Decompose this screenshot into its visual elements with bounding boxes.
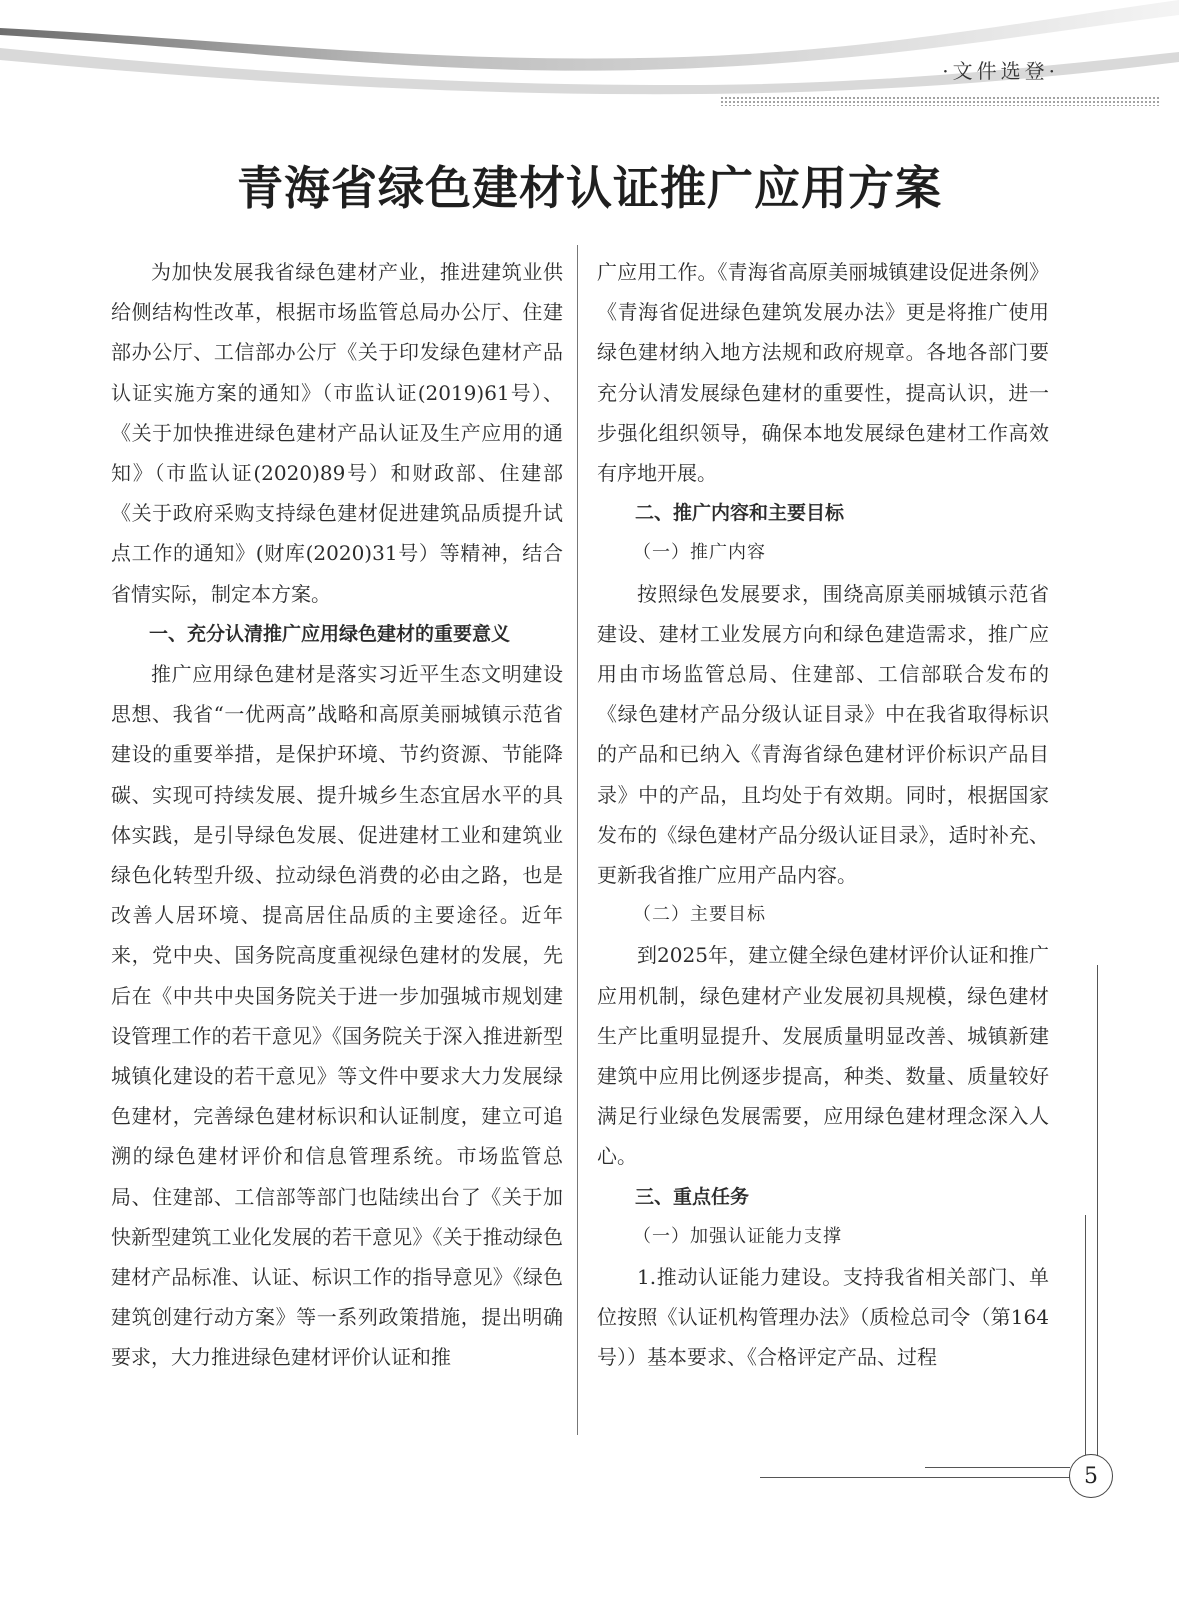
significance-paragraph: 推广应用绿色建材是落实习近平生态文明建设思想、我省“一优两高”战略和高原美丽城镇示范省建设的重要举措，是保护环境、节约资源、节能降碳、实现可持续发展、提升城乡生态宜居水平的具体实践，是引导绿色发展、促进建材工业和建筑业绿色化转型升级、拉动绿色消费的必由之路，也是改善人居环境、提高居住品质的主要途径。近年来，党中央、国务院高度重视绿色建材的发展，先后在《中共中央国务院关于进一步加强城市规划建设管理工作的若干意见》《国务院关于深入推进新型城镇化建设的若干意见》等文件中要求大力发展绿色建材，完善绿色建材标识和认证制度，建立可追溯的绿色建材评价和信息管理系统。市场监管总局、住建部、工信部等部门也陆续出台了《关于加快新型建筑工业化发展的若干意见》《关于推动绿色建材产品标准、认证、标识工作的指导意见》《绿色建筑创建行动方案》等一系列政策措施，提出明确要求，大力推进绿色建材评价认证和推 [111, 662, 563, 1370]
certification-paragraph: 1.推动认证能力建设。支持我省相关部门、单位按照《认证机构管理办法》（质检总司令（第164号））基本要求、《合格评定产品、过程 [597, 1265, 1049, 1370]
page-number-text: 5 [1084, 1463, 1098, 1489]
continued-paragraph: 广应用工作。《青海省高原美丽城镇建设促进条例》《青海省促进绿色建筑发展办法》更是将推广使用绿色建材纳入地方法规和政府规章。各地各部门要充分认清发展绿色建材的重要性，提高认识，进一步强化组织领导，确保本地发展绿色建材工作高效有序地开展。 [597, 260, 1049, 486]
section-heading-3: 三、重点任务 [635, 1185, 750, 1208]
page-title: 青海省绿色建材认证推广应用方案 [237, 161, 942, 215]
section-heading-2: 二、推广内容和主要目标 [635, 502, 845, 525]
decorative-horizontal-rule [760, 1477, 1070, 1478]
page-number [1069, 1454, 1113, 1498]
right-column [597, 252, 1049, 1378]
section-tag: ·文件选登· [942, 59, 1059, 83]
intro-paragraph: 为加快发展我省绿色建材产业，推进建筑业供给侧结构性改革，根据市场监管总局办公厅、住建部办公厅、工信部办公厅《关于印发绿色建材产品认证实施方案的通知》（市监认证(2019)61号）、《关于加快推进绿色建材产品认证及生产应用的通知》（市监认证(2020)89号）和财政部、住建部《关于政府采购支持绿色建材促进建筑品质提升试点工作的通知》(财库(2020)31号）等精神，结合省情实际，制定本方案。 [111, 260, 563, 606]
section-heading-1: 一、充分认清推广应用绿色建材的重要意义 [149, 622, 511, 645]
main-goals-paragraph: 到2025年，建立健全绿色建材评价认证和推广应用机制，绿色建材产业发展初具规模，绿色建材生产比重明显提升、发展质量明显改善、城镇新建建筑中应用比例逐步提高，种类、数量、质量较好满足行业绿色发展需要，应用绿色建材理念深入人心。 [597, 943, 1049, 1169]
subheading-certification-support: （一）加强认证能力支撑 [633, 1225, 842, 1247]
column-divider [577, 245, 578, 1435]
decorative-horizontal-rule [925, 1467, 1070, 1468]
header-dot-band [720, 96, 1160, 106]
decorative-vertical-rule [1097, 965, 1098, 1465]
promotion-content-paragraph: 按照绿色发展要求，围绕高原美丽城镇示范省建设、建材工业发展方向和绿色建造需求，推广应用由市场监管总局、住建部、工信部联合发布的《绿色建材产品分级认证目录》中在我省取得标识的产品和已纳入《青海省绿色建材评价标识产品目录》中的产品，且均处于有效期。同时，根据国家发布的《绿色建材产品分级认证目录》，适时补充、更新我省推广应用产品内容。 [597, 581, 1049, 888]
left-column [111, 252, 563, 1378]
decorative-vertical-rule [1085, 1215, 1086, 1467]
subheading-promotion-content: （一）推广内容 [633, 542, 766, 564]
subheading-main-goals: （二）主要目标 [633, 904, 766, 926]
